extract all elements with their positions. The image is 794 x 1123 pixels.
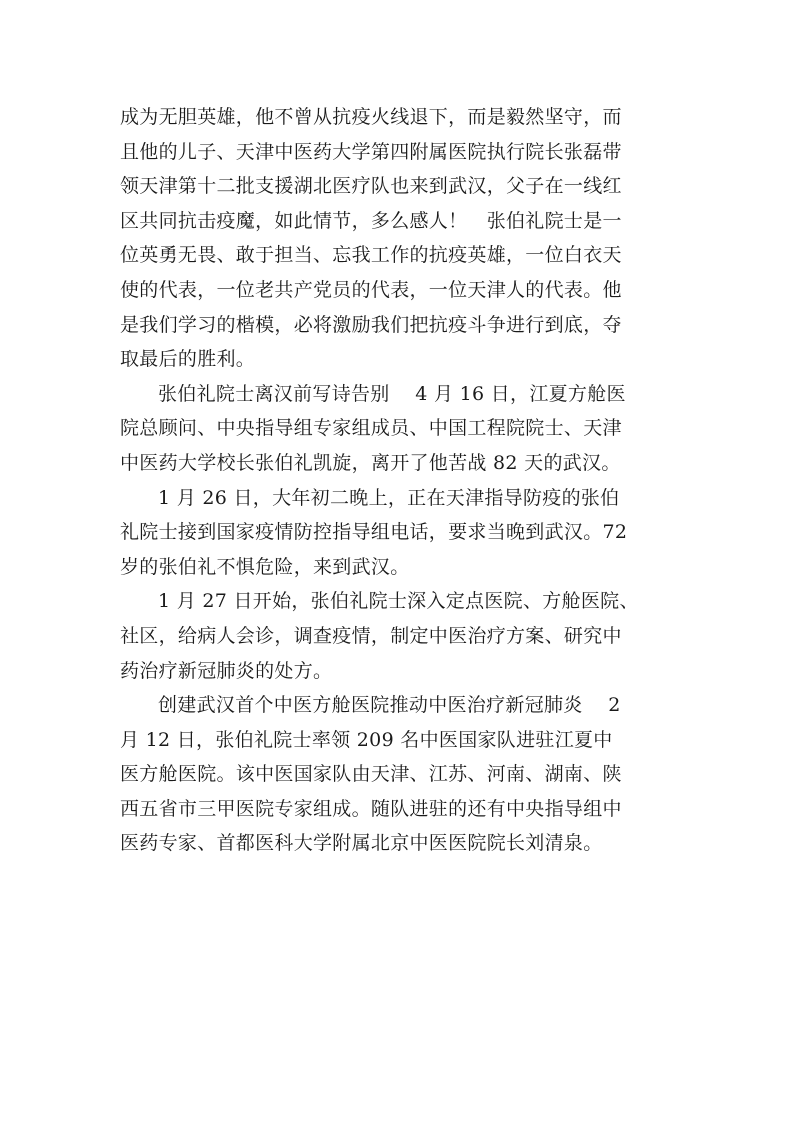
paragraph-start-line: 1 月 27 日开始，张伯礼院士深入定点医院、方舱医院、	[158, 590, 639, 613]
text-line: 社区，给病人会诊，调查疫情，制定中医治疗方案、研究中	[120, 624, 622, 647]
text-line: 月 12 日，张伯礼院士率领 209 名中医国家队进驻江夏中	[120, 728, 613, 751]
text-line: 岁的张伯礼不惧危险，来到武汉。	[120, 555, 410, 578]
text-line: 且他的儿子、天津中医药大学第四附属医院执行院长张磊带	[120, 140, 622, 163]
text-line: 领天津第十二批支援湖北医疗队也来到武汉，父子在一线红	[120, 175, 622, 198]
text-line: 区共同抗击疫魔，如此情节，多么感人！ 张伯礼院士是一	[120, 209, 622, 232]
text-line: 使的代表，一位老共产党员的代表，一位天津人的代表。他	[120, 278, 622, 301]
text-line: 是我们学习的楷模，必将激励我们把抗疫斗争进行到底，夺	[120, 313, 622, 336]
paragraph-start-line: 创建武汉首个中医方舱医院推动中医治疗新冠肺炎 2	[158, 694, 621, 717]
text-line: 院总顾问、中央指导组专家组成员、中国工程院院士、天津	[120, 417, 622, 440]
document-body	[120, 100, 680, 861]
text-line: 位英勇无畏、敢于担当、忘我工作的抗疫英雄，一位白衣天	[120, 244, 622, 267]
paragraph-start-line: 张伯礼院士离汉前写诗告别 4 月 16 日，江夏方舱医	[158, 382, 626, 405]
text-line: 西五省市三甲医院专家组成。随队进驻的还有中央指导组中	[120, 797, 622, 820]
text-line: 成为无胆英雄，他不曾从抗疫火线退下，而是毅然坚守，而	[120, 106, 622, 128]
text-line: 取最后的胜利。	[120, 348, 256, 371]
text-line: 医药专家、首都医科大学附属北京中医医院院长刘清泉。	[120, 832, 603, 855]
text-line: 中医药大学校长张伯礼凯旋，离开了他苦战 82 天的武汉。	[120, 451, 621, 474]
text-line: 药治疗新冠肺炎的处方。	[120, 659, 333, 682]
paragraph-start-line: 1 月 26 日，大年初二晚上，正在天津指导防疫的张伯	[158, 486, 620, 509]
text-line: 礼院士接到国家疫情防控指导组电话，要求当晚到武汉。72	[120, 521, 628, 544]
text-line: 医方舱医院。该中医国家队由天津、江苏、河南、湖南、陕	[120, 763, 622, 786]
